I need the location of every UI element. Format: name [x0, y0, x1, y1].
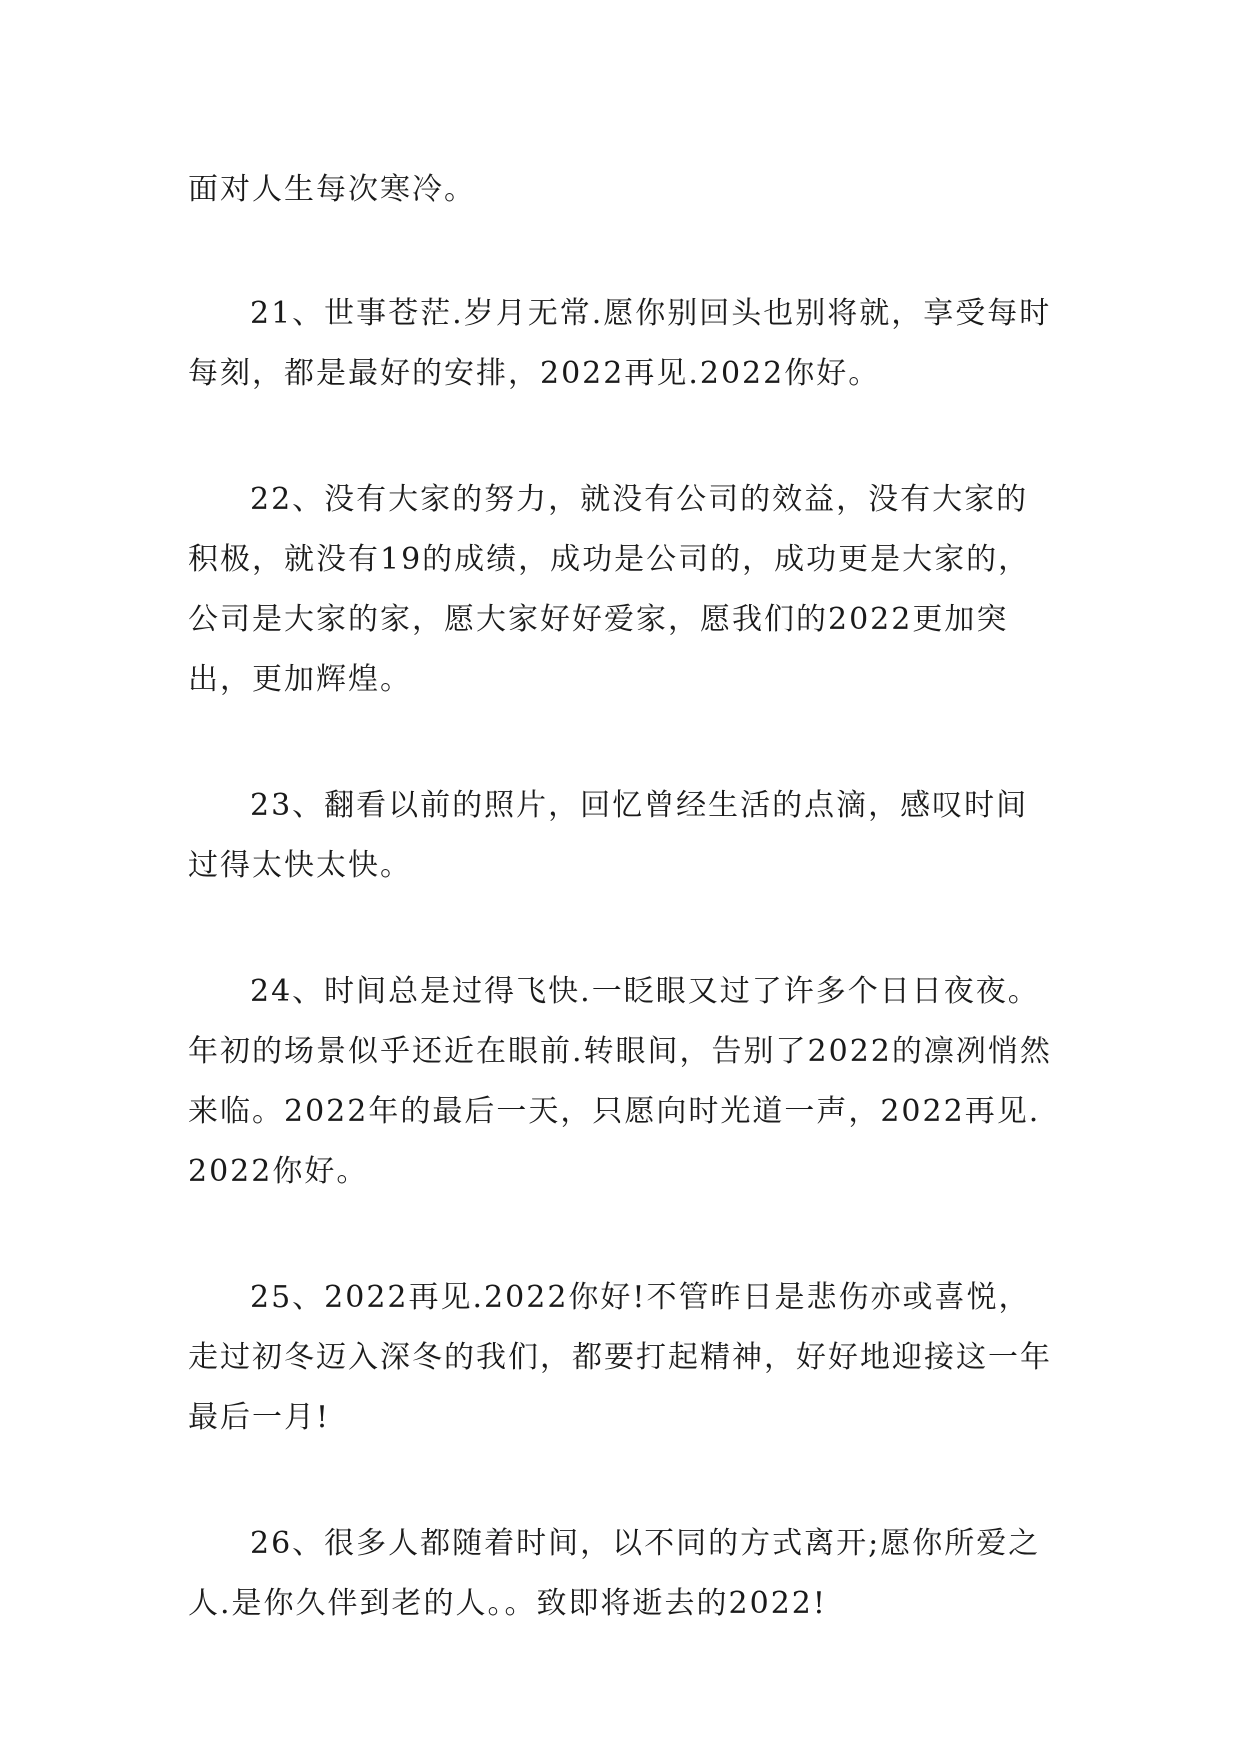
paragraph-item-21: 21、世事苍茫.岁月无常.愿你别回头也别将就，享受每时每刻，都是最好的安排，2022再见.2022你好。 [188, 296, 1052, 391]
paragraph-item-24: 24、时间总是过得飞快.一眨眼又过了许多个日日夜夜。年初的场景似乎还近在眼前.转眼间，告别了2022的凛冽悄然来临。2022年的最后一天，只愿向时光道一声，2022再见.2022你好。 [188, 974, 1052, 1189]
paragraph-item-26: 26、很多人都随着时间，以不同的方式离开;愿你所爱之人.是你久伴到老的人。。致即将逝去的2022! [188, 1526, 1041, 1621]
document-body [188, 160, 1060, 1700]
paragraph-continuation: 面对人生每次寒冷。 [188, 172, 476, 207]
paragraph-item-25: 25、2022再见.2022你好!不管昨日是悲伤亦或喜悦，走过初冬迈入深冬的我们，都要打起精神，好好地迎接这一年最后一月! [188, 1280, 1052, 1435]
paragraph-item-22: 22、没有大家的努力，就没有公司的效益，没有大家的积极，就没有19的成绩，成功是公司的，成功更是大家的，公司是大家的家，愿大家好好爱家，愿我们的2022更加突出，更加辉煌。 [188, 482, 1031, 697]
paragraph-item-23: 23、翻看以前的照片，回忆曾经生活的点滴，感叹时间过得太快太快。 [188, 788, 1029, 883]
